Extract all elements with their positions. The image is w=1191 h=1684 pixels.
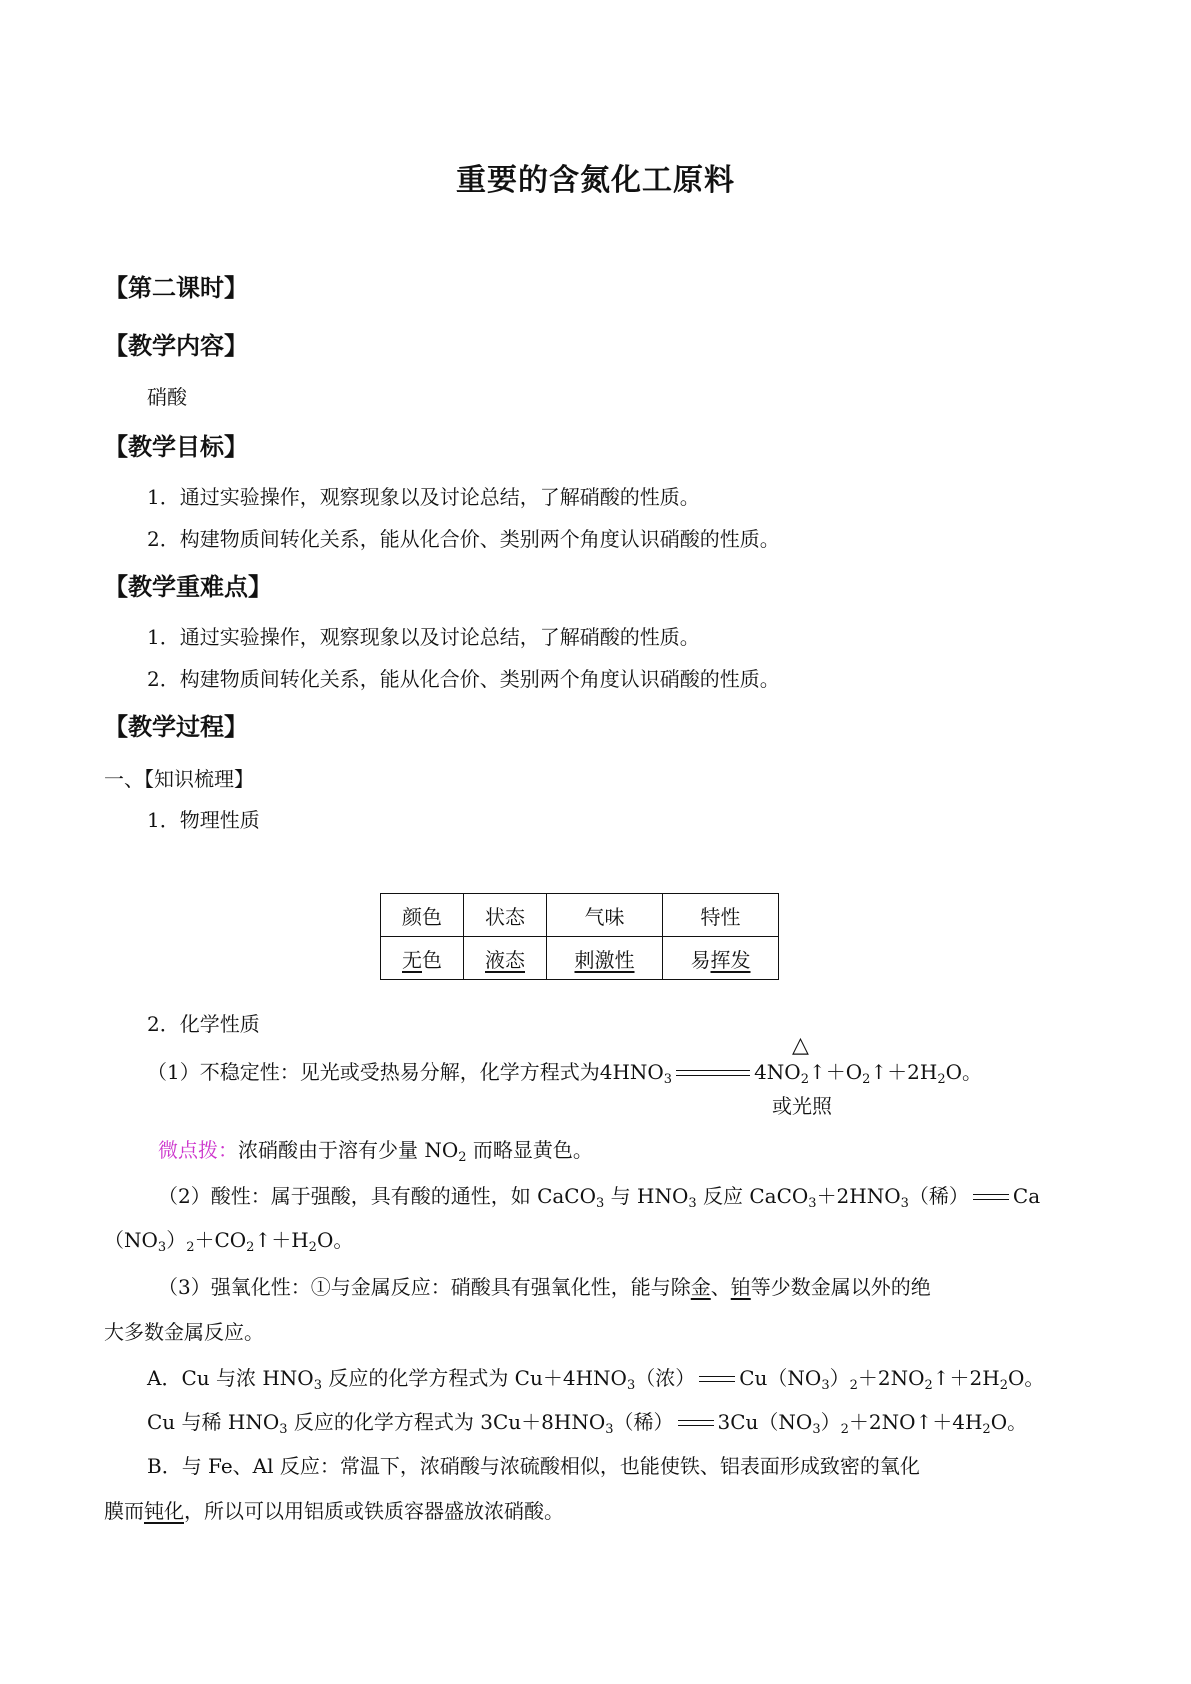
key-point-item: 2．构建物质间转化关系，能从化合价、类别两个角度认识硝酸的性质。 — [147, 667, 780, 691]
table-cell: 液态 — [464, 937, 547, 980]
goals-heading: 【教学目标】 — [104, 432, 248, 461]
table-header: 颜色 — [381, 894, 464, 937]
table-header: 特性 — [663, 894, 779, 937]
table-row — [381, 937, 779, 980]
knowledge-heading: 一、【知识梳理】 — [104, 767, 254, 791]
acidity-line-1: （2）酸性：属于强酸，具有酸的通性，如 CaCO$_3$ 与 $HNO_3$ 反应 $CaCO_3+2HNO_3$（稀） Ca — [158, 1184, 1041, 1211]
goal-item: 1．通过实验操作，观察现象以及讨论总结，了解硝酸的性质。 — [147, 485, 700, 509]
physical-properties-heading: 1．物理性质 — [147, 808, 260, 832]
fe-al-line-2: 膜而钝化，所以可以用铝质或铁质容器盛放浓硝酸。 — [104, 1499, 564, 1523]
light-condition: 或光照 — [772, 1094, 832, 1118]
table-cell: 易挥发 — [663, 937, 779, 980]
chemical-properties-heading: 2．化学性质 — [147, 1012, 260, 1036]
document-title: 重要的含氮化工原料 — [456, 163, 735, 198]
key-point-item: 1．通过实验操作，观察现象以及讨论总结，了解硝酸的性质。 — [147, 625, 700, 649]
table-header-row — [381, 894, 779, 937]
oxidizing-line-1: （3）强氧化性：①与金属反应：硝酸具有强氧化性，能与除金、铂等少数金属以外的绝 — [158, 1275, 931, 1299]
tip-line: 微点拨：浓硝酸由于溶有少量 $NO_2$ 而略显黄色。 — [158, 1138, 593, 1165]
cu-dilute-line: Cu 与稀 $HNO_3$ 反应的化学方程式为 $3Cu+8HNO_3$（稀） $3Cu(NO_3)_2+2NO↑+4H_2O$。 — [147, 1410, 1028, 1437]
instability-line: （1）不稳定性：见光或受热易分解，化学方程式为$4HNO_3$ $4NO_2↑+O_2↑+2H_2O$。 — [147, 1060, 983, 1087]
table-header: 气味 — [547, 894, 663, 937]
fe-al-line-1: B．与 Fe、Al 反应：常温下，浓硝酸与浓硫酸相似，也能使铁、铝表面形成致密的氧化 — [147, 1454, 920, 1478]
physical-properties-table — [380, 893, 779, 980]
process-heading: 【教学过程】 — [104, 712, 248, 741]
equals-sign — [676, 1069, 750, 1079]
key-points-heading: 【教学重难点】 — [104, 572, 272, 601]
table-header: 状态 — [464, 894, 547, 937]
content-heading: 【教学内容】 — [104, 331, 248, 360]
goal-item: 2．构建物质间转化关系，能从化合价、类别两个角度认识硝酸的性质。 — [147, 527, 780, 551]
heat-condition-icon: △ — [792, 1033, 809, 1058]
oxidizing-line-2: 大多数金属反应。 — [104, 1320, 264, 1344]
cu-concentrated-line: A．Cu 与浓 $HNO_3$ 反应的化学方程式为 $Cu+4HNO_3$（浓） $Cu(NO_3)_2+2NO_2↑+2H_2O$。 — [147, 1366, 1045, 1393]
tip-label: 微点拨： — [158, 1138, 238, 1162]
table-cell: 无色 — [381, 937, 464, 980]
table-cell: 刺激性 — [547, 937, 663, 980]
lesson-heading: 【第二课时】 — [104, 273, 248, 302]
acidity-line-2: $(NO_3)_2+CO_2↑+H_2O$。 — [104, 1228, 354, 1255]
content-text: 硝酸 — [147, 385, 187, 409]
